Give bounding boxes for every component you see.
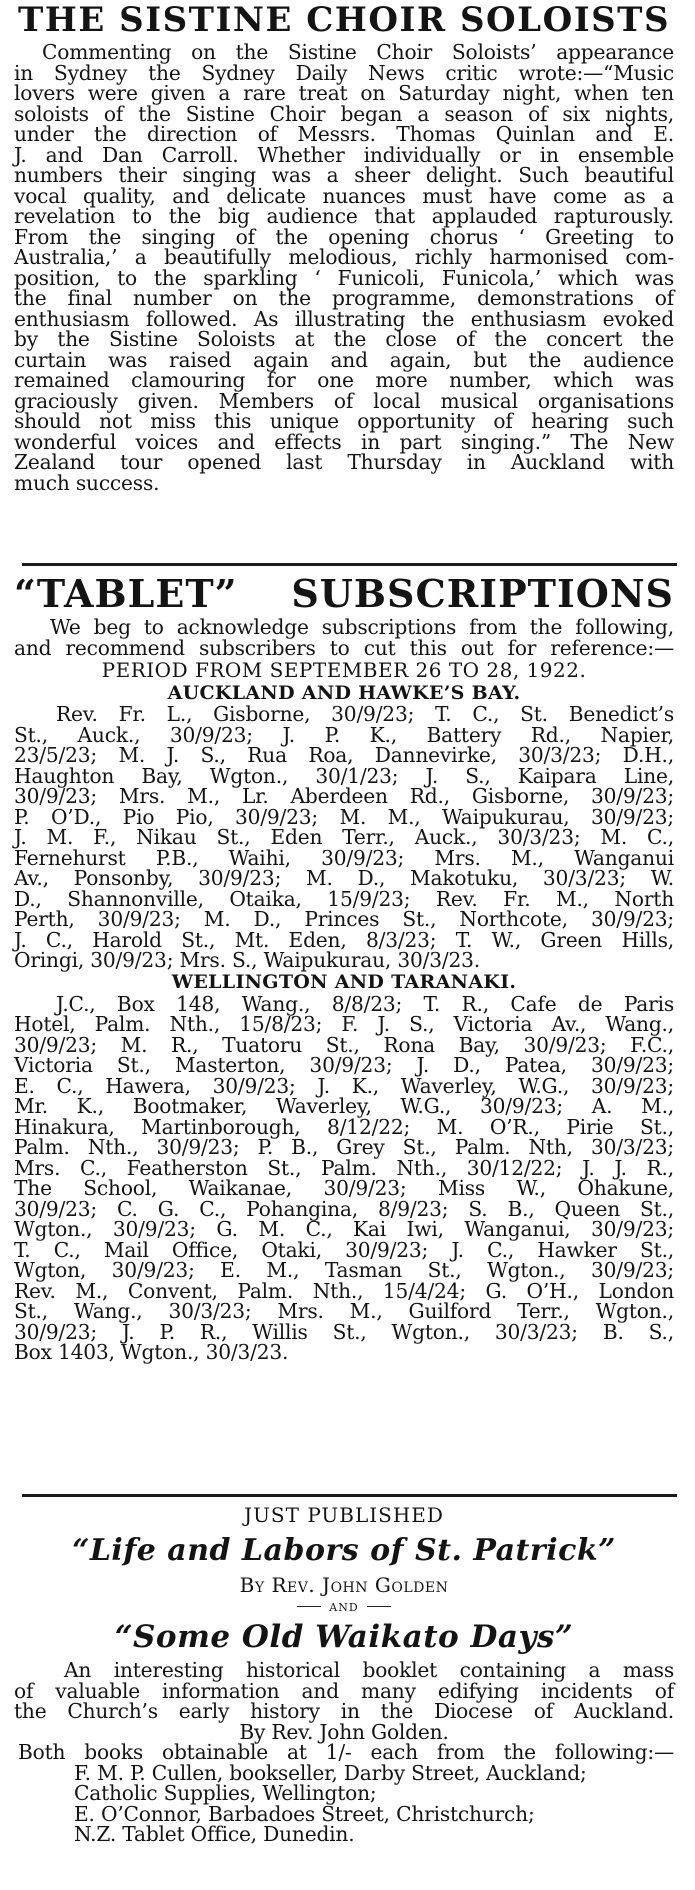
subscriber-line: Haughton Bay, Wgton., 30/1/23; J. S., Kaipara Line, (14, 763, 674, 788)
book-title-waikato: “Some Old Waikato Days” (114, 1619, 574, 1655)
auckland-list (14, 704, 674, 971)
article-line: Commenting on the Sistine Choir Soloists’ appearance (42, 40, 674, 64)
subscriber-line: D., Shannonville, Otaika, 15/9/23; Rev. Fr. M., North (14, 886, 674, 911)
article-line: From the singing of the opening chorus ‘ Greeting to (14, 224, 674, 249)
article-line: wonderful voices and effects in part singing.” The New (14, 429, 674, 454)
book-title-st-patrick: “Life and Labors of St. Patrick” (72, 1533, 616, 1568)
article-line: numbers their singing was a sheer delight. Such beautiful (14, 163, 674, 187)
sistine-body (14, 42, 674, 493)
subscriber-line: 23/5/23; M. J. S., Rua Roa, Dannevirke, 30/3/23; D.H., (14, 743, 674, 767)
article-line: under the direction of Messrs. Thomas Quinlan and E. (14, 122, 674, 146)
subscriber-line: T. C., Mail Office, Otaki, 30/9/23; J. C., Hawker St., (14, 1237, 674, 1262)
subscriptions-intro (14, 617, 674, 658)
wellington-heading: WELLINGTON AND TARANAKI. (171, 970, 517, 993)
subscriber-line: J.C., Box 148, Wang., 8/8/23; T. R., Cafe de Paris (56, 991, 674, 1016)
article-line: soloists of the Sistine Choir began a season of six nights, (14, 101, 674, 126)
article-line: enthusiasm followed. As illustrating the enthusiasm evoked (14, 306, 674, 331)
article-line: vocal quality, and delicate nuances must have come as a (14, 183, 674, 208)
and-separator (14, 1599, 674, 1615)
subscriber-line: E. C., Hawera, 30/9/23; J. K., Waverley, W.G., 30/9/23; (14, 1073, 674, 1098)
intro-line: We beg to acknowledge subscriptions from the following, (50, 615, 674, 639)
section-divider (22, 1494, 677, 1497)
subscriber-line: Hinakura, Martinborough, 8/12/22; M. O’R., Pirie St., (14, 1114, 674, 1139)
subscriber-line: 30/9/23; J. P. R., Willis St., Wgton., 30/3/23; B. S., (14, 1319, 674, 1344)
subscriber-line: Hotel, Palm. Nth., 15/8/23; F. J. S., Victoria Av., Wang., (14, 1012, 674, 1036)
subscriptions-title: “TABLET” SUBSCRIPTIONS (14, 571, 674, 616)
description-line: the Church’s early history in the Diocese of Auckland. (14, 1699, 674, 1723)
subscriber-line: Mr. K., Bootmaker, Waverley, W.G., 30/9/23; A. M., (14, 1094, 674, 1118)
article-line: graciously given. Members of local musical organisations (14, 388, 674, 413)
author-line: By Rev. John Golden (239, 1573, 449, 1597)
article-line: remained clamouring for one more number, which was (14, 368, 674, 392)
article-line: much success. (14, 470, 160, 495)
subscriber-line: Palm. Nth., 30/9/23; P. B., Grey St., Palm. Nth, 30/3/23; (14, 1135, 674, 1159)
advert-description (14, 1660, 674, 1722)
article-line: Zealand tour opened last Thursday in Auckland with (14, 450, 674, 474)
subscriber-line: Box 1403, Wgton., 30/3/23. (14, 1340, 289, 1364)
subscriber-line: Oringi, 30/9/23; Mrs. S., Waipukurau, 30/3/23. (14, 948, 480, 972)
article-line: by the Sistine Soloists at the close of the concert the (14, 327, 674, 351)
subscriber-line: 30/9/23; Mrs. M., Lr. Aberdeen Rd., Gisborne, 30/9/23; (14, 784, 674, 808)
sistine-title: THE SISTINE CHOIR SOLOISTS (17, 0, 671, 40)
author-line-2: By Rev. John Golden. (239, 1719, 449, 1744)
subscriber-line: J. C., Harold St., Mt. Eden, 8/3/23; T. W., Green Hills, (14, 927, 674, 952)
wellington-list (14, 991, 674, 1364)
description-line: of valuable information and many edifying incidents of (14, 1678, 674, 1703)
subscriber-line: Fernehurst P.B., Waihi, 30/9/23; Mrs. M., Wanganui (14, 845, 674, 870)
subscriber-line: Wgton., 30/9/23; G. M. C., Kai Iwi, Wanganui, 30/9/23; (14, 1217, 674, 1241)
subscriber-line: Mrs. C., Featherston St., Palm. Nth., 30/12/22; J. J. R., (14, 1155, 674, 1180)
seller-line: N.Z. Tablet Office, Dunedin. (74, 1822, 355, 1846)
subscriber-line: J. M. F., Nikau St., Eden Terr., Auck., 30/3/23; M. C., (14, 825, 674, 849)
and-rule-left (297, 1606, 321, 1607)
subscriber-line: P. O’D., Pio Pio, 30/9/23; M. M., Waipukurau, 30/9/23; (14, 804, 674, 829)
subscriber-line: Av., Ponsonby, 30/9/23; M. D., Makotuku, 30/3/23; W. (14, 866, 674, 890)
sellers-list (14, 1760, 674, 1846)
subscriber-line: Rev. Fr. L., Gisborne, 30/9/23; T. C., St. Benedict’s (56, 702, 674, 726)
obtainable-line: Both books obtainable at 1/- each from the following:— (18, 1740, 674, 1764)
article-line: the final number on the programme, demonstrations of (14, 286, 674, 310)
subscriber-line: Perth, 30/9/23; M. D., Princes St., Northcote, 30/9/23; (14, 907, 674, 931)
just-published-label: JUST PUBLISHED (244, 1503, 444, 1527)
article-line: J. and Dan Carroll. Whether individually or in ensemble (14, 142, 674, 167)
subscriber-line: St., Wang., 30/3/23; Mrs. M., Guilford Terr., Wgton., (14, 1299, 674, 1323)
article-line: in Sydney the Sydney Daily News critic wrote:—“Music (14, 60, 674, 85)
subscriber-line: The School, Waikanae, 30/9/23; Miss W., Ohakune, (14, 1176, 674, 1200)
article-line: Australia,’ a beautifully melodious, richly harmonised com- (14, 245, 674, 269)
period-heading: PERIOD FROM SEPTEMBER 26 TO 28, 1922. (101, 658, 587, 682)
intro-line: and recommend subscribers to cut this out for reference:— (14, 635, 674, 660)
article-line: lovers were given a rare treat on Saturday night, when ten (14, 81, 674, 105)
and-rule-right (367, 1606, 391, 1607)
article-line: curtain was raised again and again, but the audience (14, 347, 674, 372)
article-line: revelation to the big audience that applauded rapturously. (14, 204, 674, 228)
seller-line: E. O’Connor, Barbadoes Street, Christchurch; (74, 1801, 535, 1826)
seller-line: Catholic Supplies, Wellington; (74, 1781, 377, 1805)
book-advert (14, 1502, 674, 1845)
subscriber-line: 30/9/23; M. R., Tuatoru St., Rona Bay, 30/9/23; F.C., (14, 1032, 674, 1057)
and-label: AND (329, 1601, 359, 1614)
subscriptions-section (14, 572, 674, 1363)
description-line: An interesting historical booklet containing a mass (64, 1658, 674, 1682)
article-line: should not miss this unique opportunity of hearing such (14, 409, 674, 433)
subscriber-line: 30/9/23; C. G. C., Pohangina, 8/9/23; S. B., Queen St., (14, 1196, 674, 1221)
subscriber-line: Rev. M., Convent, Palm. Nth., 15/4/24; G. O’H., London (14, 1278, 674, 1303)
subscriber-line: Victoria St., Masterton, 30/9/23; J. D., Patea, 30/9/23; (14, 1053, 674, 1077)
auckland-heading: AUCKLAND AND HAWKE’S BAY. (167, 682, 521, 704)
sistine-article (14, 0, 674, 493)
section-divider (22, 563, 677, 566)
seller-line: F. M. P. Cullen, bookseller, Darby Street, Auckland; (74, 1760, 587, 1785)
subscriber-line: Wgton, 30/9/23; E. M., Tasman St., Wgton., 30/9/23; (14, 1258, 674, 1282)
article-line: position, to the sparkling ‘ Funicoli, Funicola,’ which was (14, 265, 674, 290)
subscriber-line: St., Auck., 30/9/23; J. P. K., Battery Rd., Napier, (14, 722, 674, 747)
